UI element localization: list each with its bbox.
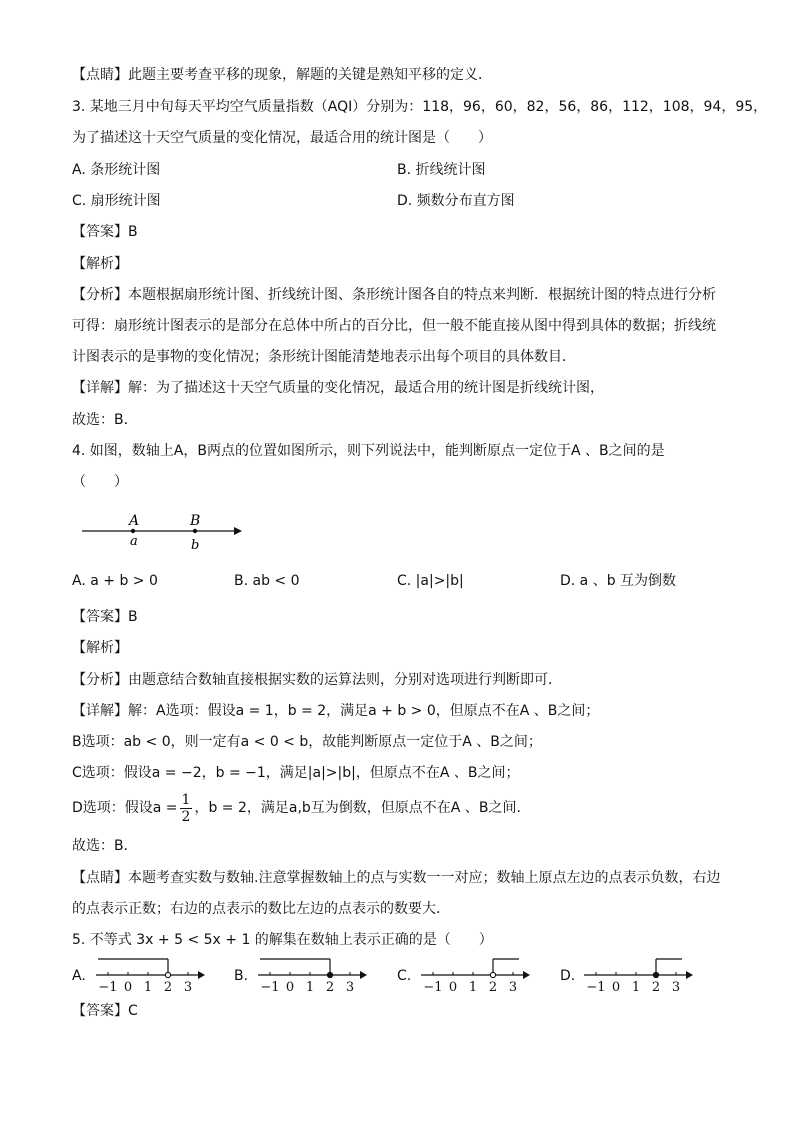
q4-detail-line4 (72, 790, 521, 826)
tick-label: 1 (305, 980, 315, 995)
tick-label: 2 (163, 980, 173, 995)
axis-arrow (234, 527, 242, 535)
q4-stem-line2: （ ） (72, 474, 128, 490)
q3-option-b: B. 折线统计图 (397, 162, 486, 178)
q5-option-d-number-line (582, 954, 722, 998)
q5-option-c-number-line (419, 954, 559, 998)
closed-endpoint (653, 972, 658, 977)
q4-detail-line4-prefix: D选项：假设a = (72, 800, 178, 816)
q5-option-d-label: D. (560, 968, 576, 984)
q4-option-b: B. ab < 0 (234, 573, 300, 589)
q5-options-figures (0, 954, 794, 998)
q4-number-line-figure (76, 508, 256, 556)
tick-label: 1 (631, 980, 641, 995)
dianjing-note: 【点睛】此题主要考查平移的现象，解题的关键是熟知平移的定义． (72, 67, 492, 83)
q5-option-b-label: B. (234, 968, 249, 984)
tick-label: −1 (586, 980, 606, 995)
q3-stem-line1: 3. 某地三月中旬每天平均空气质量指数（AQI）分别为：118，96，60，82，56，86，112，108，94，95， (72, 99, 768, 115)
tick-label: 0 (285, 980, 295, 995)
tick-label: 3 (671, 980, 681, 995)
tick-label: 2 (325, 980, 335, 995)
point-b-dot (193, 529, 197, 533)
tick-label: 2 (488, 980, 498, 995)
tick-label: 2 (651, 980, 661, 995)
label-A: A (129, 513, 140, 529)
q5-option-b-number-line (256, 954, 396, 998)
q4-detail-line4-suffix: ，b = 2，满足a,b互为倒数，但原点不在A 、B之间. (194, 800, 521, 816)
fraction-one-half (180, 792, 193, 825)
tick-label: 3 (183, 980, 193, 995)
q4-dianjing-line1: 【点睛】本题考查实数与数轴.注意掌握数轴上的点与实数一一对应；数轴上原点左边的点表示负数，右边 (72, 870, 721, 886)
q4-dianjing-line2: 的点表示正数；右边的点表示的数比左边的点表示的数要大． (72, 901, 450, 917)
axis-arrow (360, 971, 367, 979)
open-endpoint (490, 972, 495, 977)
tick-label: −1 (260, 980, 280, 995)
q3-stem-line2: 为了描述这十天空气质量的变化情况，最适合用的统计图是（ ） (72, 130, 492, 146)
q3-option-d: D. 频数分布直方图 (397, 193, 515, 209)
q5-option-c-label: C. (397, 968, 412, 984)
closed-endpoint (327, 972, 332, 977)
tick-label: 1 (468, 980, 478, 995)
point-a-dot (131, 529, 135, 533)
q3-answer: 【答案】B (72, 224, 138, 240)
tick-label: 0 (448, 980, 458, 995)
label-a: a (130, 534, 138, 549)
q4-detail-line2: B选项：ab < 0，则一定有a < 0 < b，故能判断原点一定位于A 、B之间； (72, 734, 542, 750)
axis-arrow (523, 971, 530, 979)
open-endpoint (165, 972, 170, 977)
q4-jiexi: 【解析】 (72, 640, 128, 656)
q3-xiangjie: 【详解】解：为了描述这十天空气质量的变化情况，最适合用的统计图是折线统计图， (72, 380, 604, 396)
label-b: b (191, 538, 200, 553)
q4-detail-line1: 【详解】解：A选项：假设a = 1，b = 2，满足a + b > 0，但原点不在A 、B之间； (72, 703, 600, 719)
label-B: B (190, 513, 201, 529)
q3-option-c: C. 扇形统计图 (72, 193, 161, 209)
q4-fenxi: 【分析】由题意结合数轴直接根据实数的运算法则，分别对选项进行判断即可． (72, 672, 562, 688)
q4-detail-line3: C选项：假设a = −2，b = −1，满足|a|>|b|，但原点不在A 、B之间； (72, 765, 520, 781)
q5-stem: 5. 不等式 3x + 5 < 5x + 1 的解集在数轴上表示正确的是（ ） (72, 932, 493, 948)
q5-option-a-label: A. (72, 968, 86, 984)
q4-answer: 【答案】B (72, 609, 138, 625)
q4-stem-line1: 4. 如图，数轴上A，B两点的位置如图所示，则下列说法中，能判断原点一定位于A 、B之间的是 (72, 443, 665, 459)
q4-guxuan: 故选：B． (72, 838, 138, 854)
fraction-numerator: 1 (181, 791, 191, 808)
axis-arrow (686, 971, 693, 979)
q5-answer: 【答案】C (72, 1003, 138, 1019)
tick-label: 3 (508, 980, 518, 995)
q3-guxuan: 故选：B． (72, 412, 138, 428)
q3-fenxi-line3: 计图表示的是事物的变化情况；条形统计图能清楚地表示出每个项目的具体数目． (72, 349, 576, 365)
tick-label: 3 (345, 980, 355, 995)
q3-jiexi: 【解析】 (72, 256, 128, 272)
axis-arrow (198, 971, 205, 979)
tick-label: 0 (123, 980, 133, 995)
tick-label: −1 (98, 980, 118, 995)
tick-label: 0 (611, 980, 621, 995)
q3-option-a: A. 条形统计图 (72, 162, 161, 178)
q5-option-a-number-line (94, 954, 234, 998)
q4-option-d: D. a 、b 互为倒数 (560, 573, 677, 589)
q4-option-c: C. |a|>|b| (397, 573, 464, 589)
tick-label: −1 (423, 980, 443, 995)
tick-label: 1 (143, 980, 153, 995)
q3-fenxi-line2: 可得：扇形统计图表示的是部分在总体中所占的百分比，但一般不能直接从图中得到具体的数据；折线统 (72, 318, 716, 334)
q4-option-a: A. a + b > 0 (72, 573, 158, 589)
fraction-denominator: 2 (181, 808, 191, 825)
q3-fenxi-line1: 【分析】本题根据扇形统计图、折线统计图、条形统计图各自的特点来判断．根据统计图的特点进行分析 (72, 287, 716, 303)
